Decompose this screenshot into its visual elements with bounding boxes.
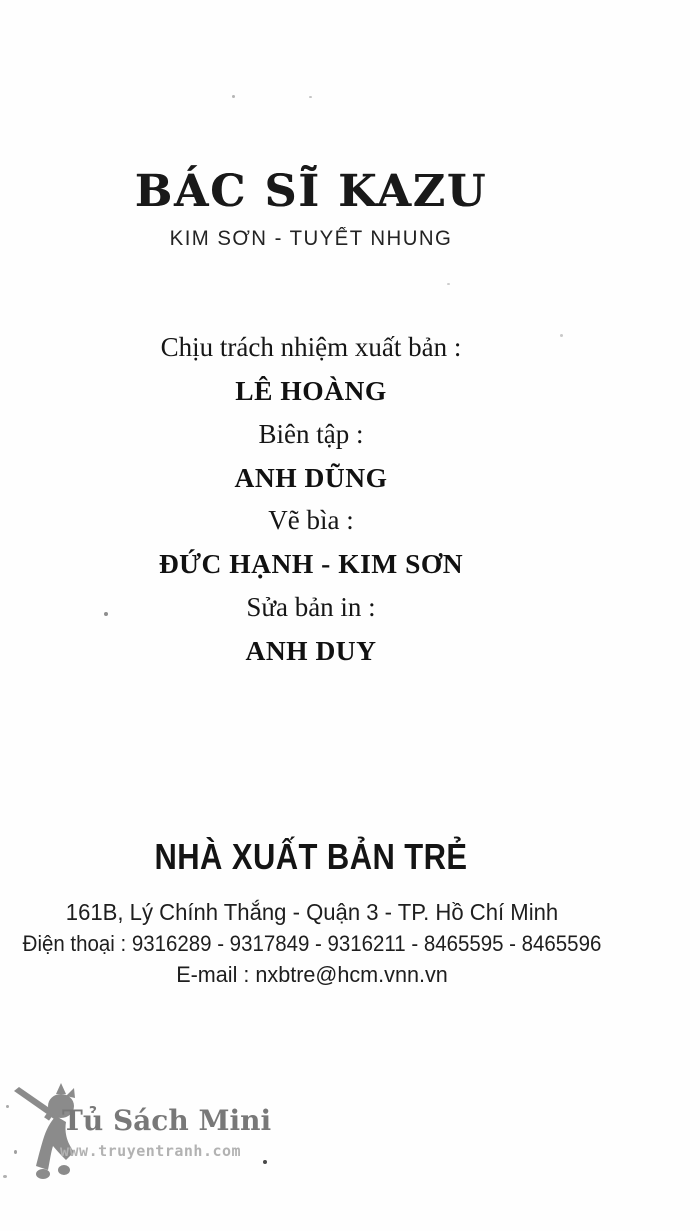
watermark-site-url: www.truyentranh.com bbox=[60, 1142, 242, 1160]
scan-speck bbox=[6, 1105, 9, 1108]
book-authors: KIM SƠN - TUYẾT NHUNG bbox=[169, 227, 453, 250]
credit-person-name: ĐỨC HẠNH - KIM SƠN bbox=[158, 548, 464, 580]
publisher-address: 161B, Lý Chính Thắng - Quận 3 - TP. Hồ Chí Minh bbox=[65, 899, 559, 925]
credit-role-label: Vẽ bìa : bbox=[268, 505, 354, 536]
book-title: BÁC SĨ KAZU bbox=[134, 166, 488, 217]
watermark-site-name: Tủ Sách Mini bbox=[62, 1104, 272, 1137]
credit-person-name: ANH DŨNG bbox=[234, 461, 388, 493]
credits-block bbox=[0, 326, 622, 672]
scan-speck bbox=[447, 283, 450, 285]
credit-role-label: Chịu trách nhiệm xuất bản : bbox=[160, 332, 462, 363]
scan-speck bbox=[3, 1175, 7, 1178]
credit-role-label: Sửa bản in : bbox=[246, 591, 376, 622]
credit-person-name: ANH DUY bbox=[245, 634, 377, 666]
scan-speck bbox=[263, 1160, 267, 1164]
publisher-email: E-mail : nxbtre@hcm.vnn.vn bbox=[176, 962, 448, 987]
publisher-name: NHÀ XUẤT BẢN TRẺ bbox=[154, 836, 468, 877]
publisher-phone: Điện thoại : 9316289 - 9317849 - 9316211 - 8465595 - 8465596 bbox=[22, 931, 602, 956]
scan-speck bbox=[232, 95, 235, 98]
scan-speck bbox=[309, 96, 312, 98]
scan-speck bbox=[104, 612, 108, 616]
credit-role-label: Biên tập : bbox=[258, 418, 364, 449]
title-block bbox=[0, 166, 622, 251]
scan-speck bbox=[14, 1150, 17, 1154]
credit-person-name: LÊ HOÀNG bbox=[235, 374, 387, 406]
watermark bbox=[0, 1080, 300, 1190]
scan-speck bbox=[560, 334, 563, 337]
